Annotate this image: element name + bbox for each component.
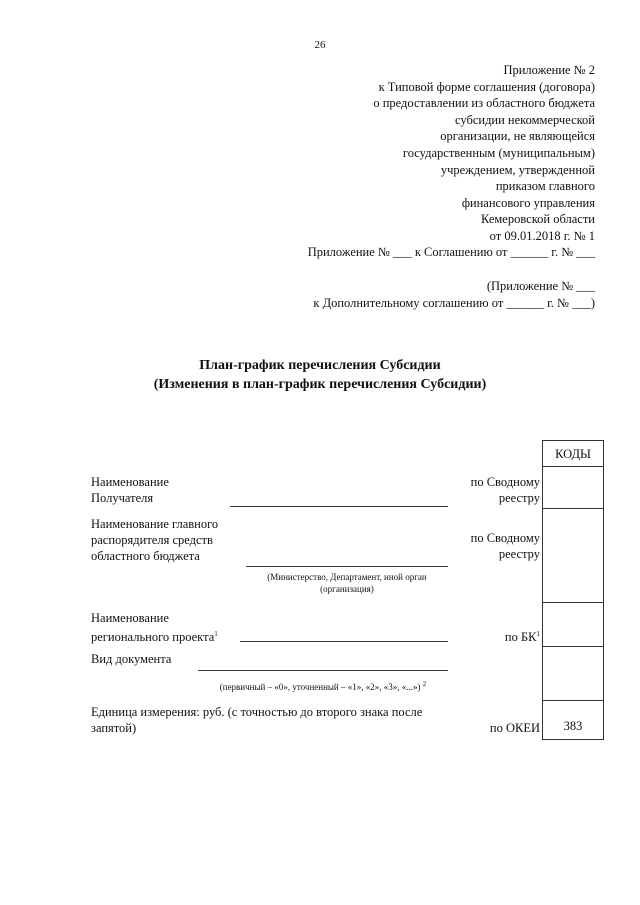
- manager-label-line1: Наименование главного: [91, 517, 219, 531]
- appendix-header: [373, 62, 595, 245]
- project-label-line1: Наименование: [91, 611, 169, 625]
- project-value-line: [240, 641, 448, 642]
- recipient-value-line: [230, 506, 448, 507]
- additional-ref-line2: к Дополнительному соглашению от ______ г. № ___): [313, 296, 595, 310]
- manager-registry-label: [471, 530, 540, 562]
- codes-column: [542, 440, 604, 740]
- manager-label: [91, 516, 218, 564]
- manager-hint-line1: (Министерство, Департамент, иной орган: [267, 572, 427, 582]
- title-line2: (Изменения в план-график перечисления Субсидии): [153, 377, 487, 392]
- project-bk-label: по $БК^1$: [504, 630, 540, 645]
- unit-label-line2: запятой): [91, 721, 137, 735]
- appendix-line: Приложение № 2: [503, 63, 595, 77]
- doc-type-label: Вид документа: [91, 652, 172, 666]
- okei-label: по ОКЕИ: [489, 721, 540, 735]
- recipient-registry-label: [471, 474, 540, 506]
- manager-hint-line2: (организация): [320, 584, 374, 594]
- recipient-right-line2: реестру: [498, 491, 540, 505]
- additional-ref-line1: (Приложение № ___: [486, 279, 595, 293]
- project-label: [91, 610, 218, 645]
- manager-hint: [246, 571, 448, 595]
- unit-label-line1: Единица измерения: руб. (с точностью до второго знака после: [91, 705, 423, 719]
- appendix-line: государственным (муниципальным): [402, 145, 595, 160]
- code-cell-manager: [543, 509, 603, 603]
- doc-type-value-line: [198, 670, 448, 671]
- appendix-line: от 09.01.2018 г. № 1: [489, 228, 595, 243]
- recipient-label: [91, 474, 169, 506]
- document-title: [0, 356, 640, 394]
- project-label-line2: регионального проекта$^1$: [91, 630, 218, 645]
- page-number: 26: [314, 39, 326, 51]
- agreement-reference: Приложение № ___ к Соглашению от ______ г. № ___: [307, 245, 595, 259]
- appendix-line: учреждением, утвержденной: [440, 162, 595, 177]
- codes-header: КОДЫ: [543, 441, 603, 467]
- doc-type-hint: (первичный – «0», уточненный – «1», «2», «3», «...») $^2$: [219, 680, 427, 692]
- manager-right-line2: реестру: [498, 547, 540, 561]
- additional-agreement-reference: [313, 278, 595, 312]
- appendix-line: финансового управления: [461, 195, 595, 210]
- recipient-label-line1: Наименование: [91, 475, 169, 489]
- recipient-label-line2: Получателя: [91, 491, 154, 505]
- manager-right-line1: по Сводному: [470, 531, 540, 545]
- manager-label-line3: областного бюджета: [91, 549, 200, 563]
- appendix-line: Кемеровской области: [480, 212, 595, 227]
- code-cell-okei: 383: [563, 719, 583, 733]
- manager-value-line: [246, 566, 448, 567]
- recipient-right-line1: по Сводному: [470, 475, 540, 489]
- appendix-line: субсидии некоммерческой: [455, 112, 595, 127]
- code-cell-project: [543, 603, 603, 647]
- title-line1: План-график перечисления Субсидии: [199, 358, 441, 373]
- manager-label-line2: распорядителя средств: [91, 533, 213, 547]
- code-cell-recipient: [543, 467, 603, 509]
- appendix-line: к Типовой форме соглашения (договора): [378, 79, 595, 94]
- appendix-line: приказом главного: [495, 179, 595, 194]
- appendix-line: организации, не являющейся: [440, 129, 595, 144]
- unit-label: [91, 704, 422, 736]
- code-cell-doc-type: [543, 647, 603, 701]
- appendix-line: о предоставлении из областного бюджета: [373, 96, 595, 111]
